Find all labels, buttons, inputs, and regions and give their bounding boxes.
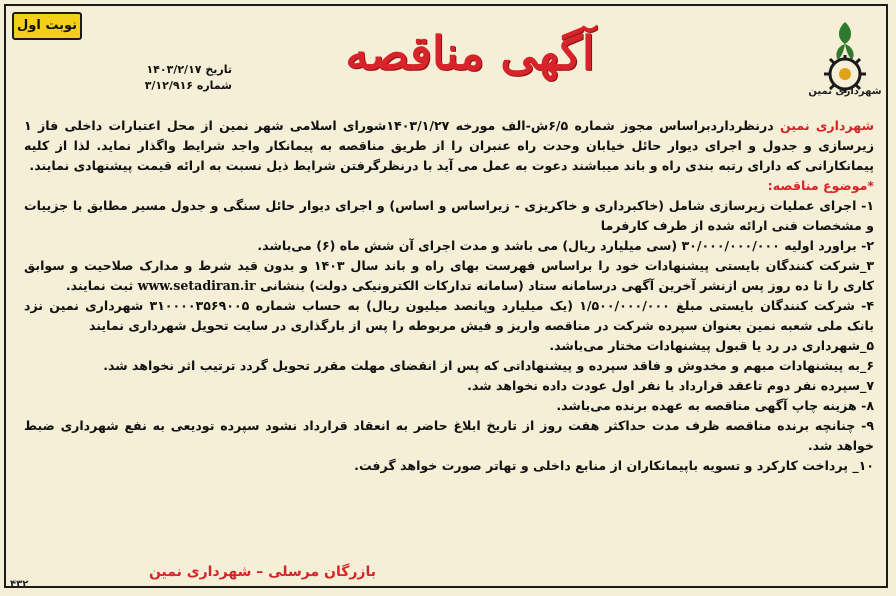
notice-signature: بازرگان مرسلی – شهرداری نمین	[148, 564, 376, 580]
list-item: ۷_سپرده نفر دوم تاعقد قرارداد با نفر اول عودت داده نخواهد شد.	[467, 378, 874, 393]
list-item	[24, 256, 874, 296]
list-item: ۹- چنانچه برنده مناقصه ظرف مدت حداکثر هفت روز از تاریخ ابلاغ حاضر به انعقاد قرارداد نشود سپرده تودیعی به نفع شهرداری ضبط خواهد شد.	[24, 418, 874, 453]
list-item: ۶_به پیشنهادات مبهم و مخدوش و فاقد سپرده و پیشنهاداتی که پس از انقضای مهلت مقرر تحویل گردد ترتیب اثر نخواهد شد.	[103, 358, 874, 373]
round-badge: نوبت اول	[12, 12, 82, 40]
item-3-tail: ثبت نمایند.	[65, 278, 138, 293]
list-item: ۸- هزینه چاپ آگهی مناقصه به عهده برنده می‌باشد.	[556, 398, 874, 413]
setad-link[interactable]: www.setadiran.ir	[137, 278, 256, 293]
list-item: ۱۰_ پرداخت کارکرد و تسویه باپیمانکاران از منابع داخلی و تهاتر صورت خواهد گرفت.	[354, 458, 874, 473]
list-item: ۵_شهرداری در رد یا قبول پیشنهادات مختار می‌باشد.	[549, 338, 874, 353]
org-name: شهرداری نمین	[779, 118, 874, 133]
notice-meta	[82, 62, 232, 94]
logo-caption: شهرداری نمین	[808, 86, 882, 97]
notice-date: تاریخ ۱۴۰۳/۲/۱۷	[146, 63, 232, 76]
intro-text: درنظرداردبراساس مجوز شماره ۶/۵ش-الف مورخه ۱۴۰۳/۱/۲۷شورای اسلامی شهر نمین از محل اعتبارات داخلی فاز ۱ زیرسازی و جدول و اجرای دیوار حائل خیابان وحدت راه عنبران را از طریق مناقصه به پیمانکار واجد شرایط واگذار نماید. لذا از کلیه پیمانکارانی که دارای رتبه بندی راه و باند میباشند دعوت به عمل می آید با درنظرگرفتن شرایط ذیل نسبت به ارائه قیمت پیشنهادی نمایند.	[24, 118, 874, 173]
intro-paragraph	[24, 116, 874, 176]
item-3-text: ۳_شرکت کنندگان بایستی پیشنهادات خود را براساس فهرست بهای راه و باند سال ۱۴۰۳ و بدون قید شرط و مدارک صلاحیت و سوابق کاری را تا ده روز پس ازنشر آخرین آگهی درسامانه ستاد (سامانه تدارکات الکترونیکی دولت) بنشانی	[24, 258, 874, 293]
page-number: ۴۳۲	[10, 579, 29, 590]
notice-number: شماره ۳/۱۲/۹۱۶	[144, 79, 232, 92]
list-item: ۲- براورد اولیه ۳۰/۰۰۰/۰۰۰/۰۰۰ (سی میلیارد ریال) می باشد و مدت اجرای آن شش ماه (۶) می‌باشد.	[257, 238, 874, 253]
notice-title: آگهی مناقصه	[345, 26, 595, 80]
list-item: ۴- شرکت کنندگان بایستی مبلغ ۱/۵۰۰/۰۰۰/۰۰۰ (یک میلیارد وپانصد میلیون ریال) به حساب شماره ۳۱۰۰۰۰۳۵۶۹۰۰۵ شهرداری نمین نزد بانک ملی شعبه نمین بعنوان سپرده شرکت در مناقصه واریز و فیش مربوطه را پس از بارگذاری در سایت تحویل شهرداری نمایند	[24, 298, 874, 333]
list-item: ۱- اجرای عملیات زیرسازی شامل (خاکبرداری و خاکریزی - زیراساس و اساس) و اجرای دیوار حائل سنگی و جدول مسیر مطابق با جزییات و مشخصات فنی ارائه شده از طرف کارفرما	[24, 198, 874, 233]
notice-body	[24, 116, 874, 476]
subject-heading: *موضوع مناقصه:	[767, 178, 874, 193]
